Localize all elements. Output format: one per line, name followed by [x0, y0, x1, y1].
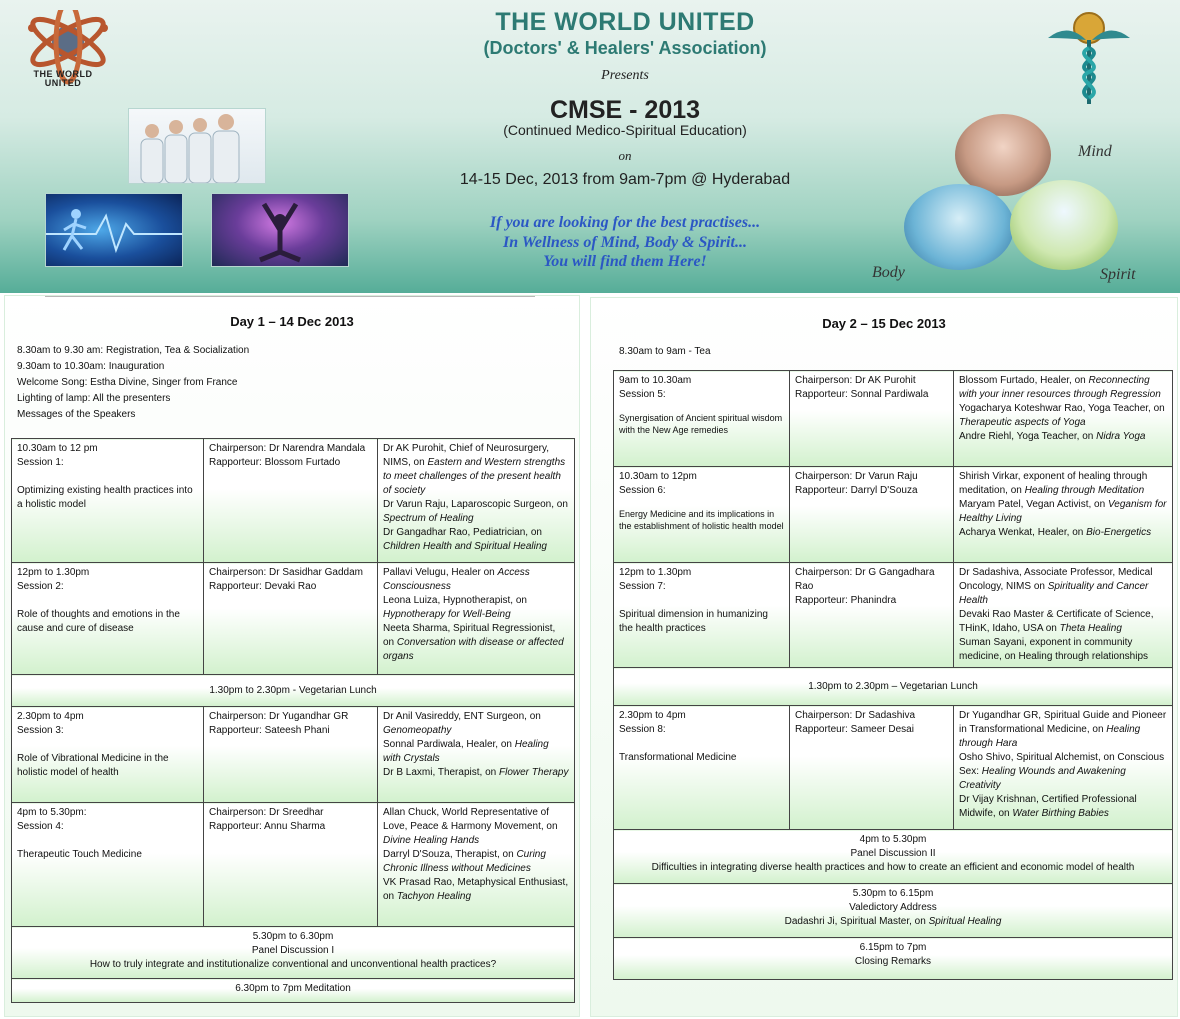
day2-title: Day 2 – 15 Dec 2013 — [822, 316, 946, 331]
speakers-cell: Dr Yugandhar GR, Spiritual Guide and Pioneer in Transformational Medicine, on Healing through Hara Osho Shivo, Spiritual Alchemist, on Conscious Sex: Healing Wounds and Awakening Creativity Dr Vijay Krishnan, Certified Professional Midwife, on Water Birthing Babies — [954, 706, 1173, 830]
speakers-cell: Allan Chuck, World Representative of Love, Peace & Harmony Movement, on Divine Healing Hands Darryl D'Souza, Therapist, on Curing Chronic Illness without Medicines VK Prasad Rao, Metaphysical Enthusiast, on Tachyon Healing — [378, 803, 575, 927]
day1-panel — [4, 295, 580, 1017]
presents-label: Presents — [601, 68, 649, 83]
org-title: THE WORLD UNITED — [495, 8, 755, 36]
runner-heartbeat-photo — [45, 193, 183, 267]
speakers-cell: Dr AK Purohit, Chief of Neurosurgery, NIMS, on Eastern and Western strengths to meet challenges of the present health of society Dr Varun Raju, Laparoscopic Surgeon, on Spectrum of Healing Dr Gangadhar Rao, Pediatrician, on Children Health and Spiritual Healing — [378, 439, 575, 563]
speakers-cell: Shirish Virkar, exponent of healing through meditation, on Healing through Meditation Maryam Patel, Vegan Activist, on Veganism for Healthy Living Acharya Wenkat, Healer, on Bio-Energetics — [954, 467, 1173, 563]
speakers-cell: Pallavi Velugu, Healer on Access Consciousness Leona Luiza, Hypnotherapist, on Hypnotherapy for Well-Being Neeta Sharma, Spiritual Regressionist, on Conversation with disease or affected organs — [378, 563, 575, 675]
chair-cell: Chairperson: Dr Sreedhar Rapporteur: Annu Sharma — [204, 803, 378, 927]
table-row — [12, 803, 575, 927]
intro-line: Messages of the Speakers — [17, 409, 136, 420]
chair-cell: Chairperson: Dr Sasidhar Gaddam Rapporteur: Devaki Rao — [204, 563, 378, 675]
table-row — [614, 938, 1173, 980]
divider — [45, 296, 535, 297]
table-row — [614, 884, 1173, 938]
day2-intro: 8.30am to 9am - Tea — [619, 346, 711, 357]
date-venue: 14-15 Dec, 2013 from 9am-7pm @ Hyderabad — [459, 171, 791, 188]
intro-line: Lighting of lamp: All the presenters — [17, 393, 171, 404]
intro-line: Welcome Song: Estha Divine, Singer from France — [17, 377, 238, 388]
day2-panel — [590, 297, 1178, 1017]
doctors-photo — [128, 108, 266, 184]
event-full-name: (Continued Medico-Spiritual Education) — [503, 122, 747, 138]
meditation-cell: 6.30pm to 7pm Meditation — [12, 979, 575, 1003]
yoga-photo — [211, 193, 349, 267]
chair-cell: Chairperson: Dr AK Purohit Rapporteur: Sonnal Pardiwala — [790, 371, 954, 467]
session-cell: 4pm to 5.30pm: Session 4: Therapeutic Touch Medicine — [12, 803, 204, 927]
spirit-label: Spirit — [1100, 266, 1136, 283]
poster-header — [0, 0, 1180, 293]
table-row — [12, 439, 575, 563]
table-row — [614, 830, 1173, 884]
table-row — [614, 563, 1173, 668]
spirit-photo — [1010, 180, 1118, 270]
org-subtitle: (Doctors' & Healers' Association) — [483, 38, 767, 58]
mind-photo — [955, 114, 1051, 196]
speakers-cell: Blossom Furtado, Healer, on Reconnecting with your inner resources through Regression Yogacharya Koteshwar Rao, Yoga Teacher, on Therapeutic aspects of Yoga Andre Riehl, Yoga Teacher, on Nidra Yoga — [954, 371, 1173, 467]
lunch-cell: 1.30pm to 2.30pm – Vegetarian Lunch — [614, 668, 1173, 706]
table-row — [614, 467, 1173, 563]
intro-line: 9.30am to 10.30am: Inauguration — [17, 361, 165, 372]
session-cell: 2.30pm to 4pm Session 8: Transformational Medicine — [614, 706, 790, 830]
chair-cell: Chairperson: Dr G Gangadhara Rao Rapporteur: Phanindra — [790, 563, 954, 668]
session-cell: 12pm to 1.30pm Session 2: Role of thoughts and emotions in the cause and cure of disease — [12, 563, 204, 675]
table-row — [614, 668, 1173, 706]
chair-cell: Chairperson: Dr Narendra Mandala Rapporteur: Blossom Furtado — [204, 439, 378, 563]
body-label: Body — [872, 264, 905, 281]
table-row — [12, 927, 575, 979]
table-row — [614, 706, 1173, 830]
speakers-cell: Dr Anil Vasireddy, ENT Surgeon, on Genomeopathy Sonnal Pardiwala, Healer, on Healing with Crystals Dr B Laxmi, Therapist, on Flower Therapy — [378, 707, 575, 803]
session-cell: 10.30am to 12pm Session 6: Energy Medicine and its implications in the establishment of holistic health model — [614, 467, 790, 563]
event-name: CMSE - 2013 — [549, 96, 701, 124]
chair-cell: Chairperson: Dr Varun Raju Rapporteur: Darryl D'Souza — [790, 467, 954, 563]
session-cell: 9am to 10.30am Session 5: Synergisation of Ancient spiritual wisdom with the New Age remedies — [614, 371, 790, 467]
day1-intro — [17, 343, 249, 423]
logo-caption: THE WORLD UNITED — [33, 69, 93, 88]
body-photo — [904, 184, 1014, 270]
table-row — [12, 563, 575, 675]
panel-discussion-cell: 4pm to 5.30pm Panel Discussion II Difficulties in integrating diverse health practices and how to create an efficient and economic model of health — [614, 830, 1173, 884]
session-cell: 12pm to 1.30pm Session 7: Spiritual dimension in humanizing the health practices — [614, 563, 790, 668]
panel-discussion-cell: 5.30pm to 6.30pm Panel Discussion I How to truly integrate and institutionalize conventional and unconventional health practices? — [12, 927, 575, 979]
table-row — [12, 979, 575, 1003]
table-row — [12, 707, 575, 803]
table-row — [614, 371, 1173, 467]
lunch-cell: 1.30pm to 2.30pm - Vegetarian Lunch — [12, 675, 575, 707]
speakers-cell: Dr Sadashiva, Associate Professor, Medical Oncology, NIMS on Spirituality and Cancer Health Devaki Rao Master & Certificate of Science, THinK, Idaho, USA on Theta Healing Suman Sayani, exponent in community medicine, on Healing through relationships — [954, 563, 1173, 668]
closing-cell: 6.15pm to 7pm Closing Remarks — [614, 938, 1173, 980]
on-label: on — [618, 148, 632, 163]
intro-line: 8.30am to 9.30 am: Registration, Tea & Socialization — [17, 345, 250, 356]
valedictory-cell: 5.30pm to 6.15pm Valedictory Address Dadashri Ji, Spiritual Master, on Spiritual Healing — [614, 884, 1173, 938]
mind-label: Mind — [1078, 143, 1112, 160]
day1-title: Day 1 – 14 Dec 2013 — [230, 314, 354, 329]
tagline-line-2: In Wellness of Mind, Body & Spirit... — [503, 234, 747, 251]
day1-schedule-table — [11, 438, 575, 1003]
chair-cell: Chairperson: Dr Sadashiva Rapporteur: Sameer Desai — [790, 706, 954, 830]
session-cell: 10.30am to 12 pm Session 1: Optimizing existing health practices into a holistic model — [12, 439, 204, 563]
session-cell: 2.30pm to 4pm Session 3: Role of Vibrational Medicine in the holistic model of health — [12, 707, 204, 803]
table-row — [12, 675, 575, 707]
tagline-line-3: You will find them Here! — [543, 253, 707, 270]
day2-schedule-table — [613, 370, 1173, 980]
chair-cell: Chairperson: Dr Yugandhar GR Rapporteur: Sateesh Phani — [204, 707, 378, 803]
tagline-line-1: If you are looking for the best practises... — [489, 214, 761, 231]
